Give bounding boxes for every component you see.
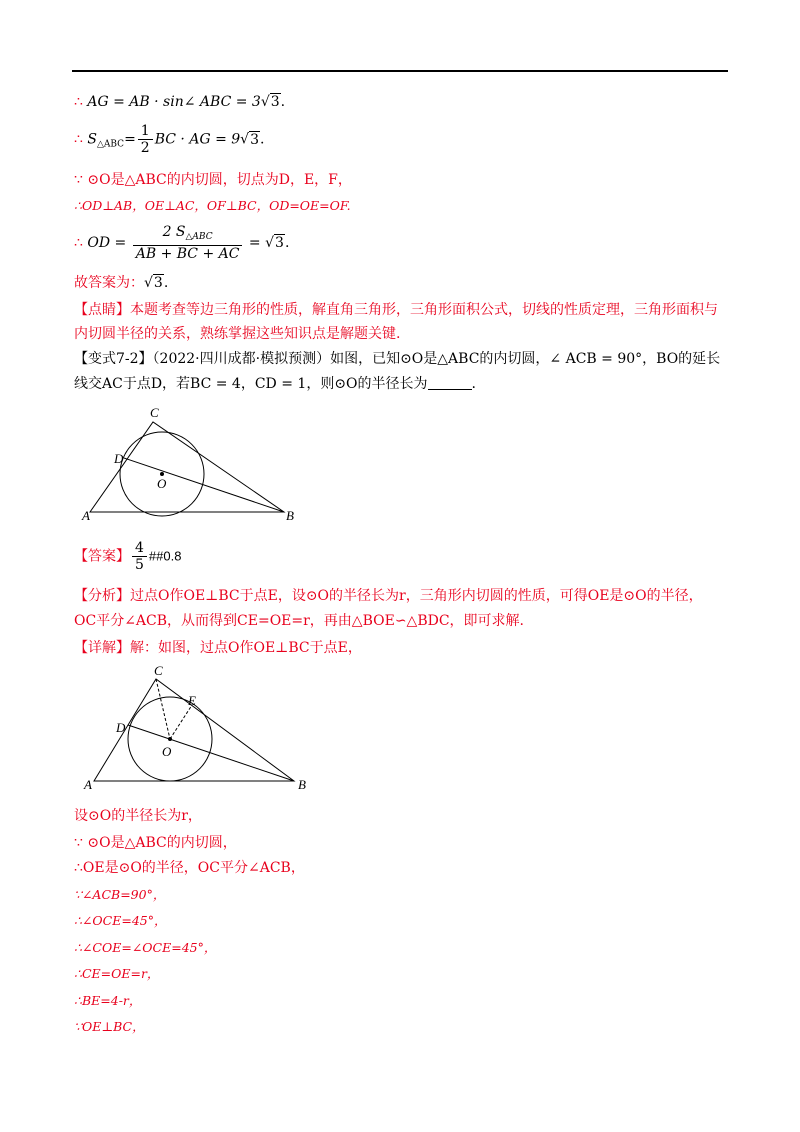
line-bd (124, 458, 284, 512)
line-bd (128, 725, 294, 781)
label-c: C (154, 665, 163, 678)
label-b: B (298, 777, 306, 792)
label-o: O (162, 744, 172, 759)
answer-line (74, 540, 181, 573)
od-fraction: $\frac{2 S_{\triangle ABC}}{AB + BC + AC}$ (133, 224, 243, 262)
ag-root: 3 (270, 94, 280, 110)
comment-line-2: 内切圆半径的关系，熟练掌握这些知识点是解题关键. (74, 326, 401, 342)
problem-line-1: 【变式7-2】（2022·四川成都·模拟预测）如图，已知⊙O是△ABC的内切圆，∠ ACB = 90°，BO的延长 (74, 351, 721, 367)
label-a: A (84, 777, 92, 792)
therefore-symbol: ∴ (74, 94, 83, 110)
problem-line-2: 线交AC于点D，若BC = 4，CD = 1，则⊙O的半径长为 . (74, 376, 476, 392)
step-bisector: ∴OE是⊙O的半径，OC平分∠ACB， (74, 860, 305, 876)
line-answer-is: 故答案为：√3. (74, 275, 169, 291)
step-be: ∴BE=4-r， (74, 993, 142, 1008)
figure-2-triangle (80, 665, 320, 795)
therefore-symbol: ∴ (74, 235, 83, 251)
answer-fraction: $\frac{4}{5}$ (132, 540, 147, 573)
label-d: D (114, 451, 124, 466)
line-perpendicular: ∴OD⊥AB，OE⊥AC，OF⊥BC，OD=OE=OF. (74, 198, 351, 213)
half-fraction: $\frac{1}{2}$ (138, 123, 153, 156)
step-ce: ∴CE=OE=r， (74, 966, 160, 981)
label-o: O (157, 476, 167, 491)
figure-1-triangle (80, 400, 300, 525)
label-b: B (286, 508, 294, 523)
triangle-abc (90, 422, 284, 512)
step-perp: ∵OE⊥BC， (74, 1019, 145, 1034)
label-e: E (188, 693, 196, 708)
answer-root: 3 (153, 275, 163, 291)
step-acb: ∵∠ACB=90°， (74, 887, 166, 902)
area-root: 3 (250, 131, 260, 148)
because-symbol: ∵ (74, 172, 83, 188)
answer-label: 【答案】 (74, 548, 130, 565)
label-a: A (82, 508, 90, 523)
therefore-symbol: ∴ (74, 131, 83, 148)
detail-line-1: 【详解】解：如图，过点O作OE⊥BC于点E， (74, 640, 362, 656)
step-oce: ∴∠OCE=45°， (74, 913, 167, 928)
answer-decimal: ##0.8 (148, 548, 182, 564)
center-point-o (168, 737, 172, 741)
area-s: S (87, 131, 97, 148)
answer-blank (428, 375, 472, 390)
problem-text: 线交AC于点D，若BC = 4，CD = 1，则⊙O的半径长为 (74, 376, 428, 392)
area-formula: BC · AG = 9 (154, 131, 241, 148)
header-rule (72, 70, 728, 72)
line-ag: ∴ AG = AB · sin∠ ABC = 3√3. (74, 94, 286, 110)
analysis-line-1: 【分析】过点O作OE⊥BC于点E，设⊙O的半径长为r，三角形内切圆的性质，可得OE是⊙O的半径， (74, 588, 703, 604)
step-incircle: ∵ ⊙O是△ABC的内切圆， (74, 835, 237, 851)
line-od: ∴ OD = $\frac{2 S_{\triangle ABC}}{AB + BC + AC}$ = √3. (74, 224, 290, 262)
step-radius: 设⊙O的半径长为r， (74, 808, 202, 824)
label-c: C (150, 405, 159, 420)
incircle-text: ⊙O是△ABC的内切圆，切点为D，E，F， (87, 172, 352, 188)
area-sub: △ABC (96, 139, 125, 150)
label-d: D (116, 720, 126, 735)
step-coe: ∴∠COE=∠OCE=45°， (74, 940, 217, 955)
segment-oe (170, 705, 192, 739)
analysis-line-2: OC平分∠ACB，从而得到CE=OE=r，再由△BOE∽△BDC，即可求解. (74, 613, 524, 629)
ag-formula: AG = AB · sin∠ ABC = 3 (87, 94, 261, 110)
line-incircle (74, 170, 352, 190)
comment-line-1: 【点睛】本题考查等边三角形的性质，解直角三角形，三角形面积公式，切线的性质定理，三角形面积与 (74, 302, 718, 318)
line-area: ∴ $S_{\triangle ABC}=$ $\frac{1}{2}$ BC · AG = 9√3. (74, 123, 265, 156)
answer-is-label: 故答案为： (74, 275, 144, 291)
